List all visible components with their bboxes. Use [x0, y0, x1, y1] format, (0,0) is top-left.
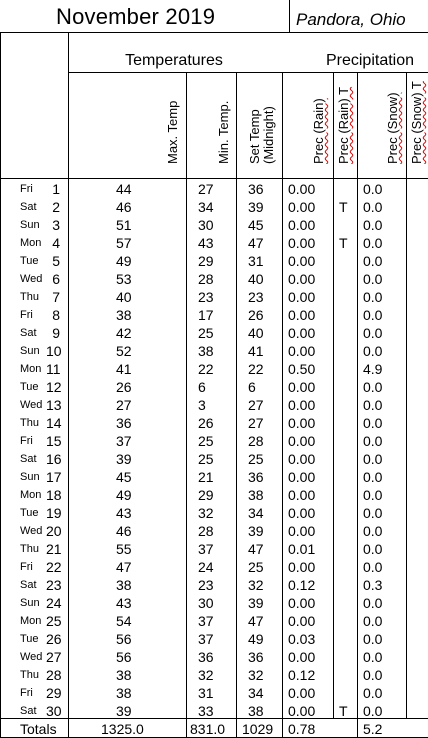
table-row: [0, 595, 428, 613]
day-cell: Sat: [20, 201, 37, 213]
table-row: [0, 343, 428, 361]
day-cell: Mon: [20, 615, 42, 627]
set-temp-cell: 40: [248, 271, 264, 287]
rain-cell: 0.00: [288, 307, 316, 323]
table-row: [0, 361, 428, 379]
min-temp-header: Min. Temp.: [216, 100, 231, 164]
snow-cell: 0.0: [363, 649, 383, 665]
day-cell: Thu: [20, 291, 39, 303]
column-headers: [0, 72, 428, 164]
max-temp-cell: 41: [116, 361, 132, 377]
header-bottom-rule: [0, 178, 428, 179]
table-row: [0, 505, 428, 523]
day-cell: Tue: [20, 255, 39, 267]
rain-trace-cell: T: [339, 703, 348, 719]
set-temp-cell: 36: [248, 181, 264, 197]
max-temp-cell: 53: [116, 271, 132, 287]
day-cell: Fri: [20, 309, 33, 321]
set-temp-cell: 25: [248, 559, 264, 575]
date-cell: 5: [52, 253, 60, 269]
snow-cell: 0.0: [363, 595, 383, 611]
set-temp-cell: 47: [248, 613, 264, 629]
min-temp-cell: 43: [198, 235, 214, 251]
table-row: [0, 577, 428, 595]
snow-cell: 0.0: [363, 325, 383, 341]
set-temp-cell: 36: [248, 469, 264, 485]
date-cell: 11: [46, 361, 61, 377]
max-temp-cell: 38: [116, 307, 132, 323]
date-cell: 2: [52, 199, 60, 215]
max-temp-cell: 42: [116, 325, 132, 341]
table-row: [0, 397, 428, 415]
table-row: [0, 703, 428, 721]
min-temp-cell: 26: [198, 415, 214, 431]
set-temp-cell: 41: [248, 343, 264, 359]
max-temp-cell: 43: [116, 595, 132, 611]
set-temp-cell: 38: [248, 703, 264, 719]
rain-cell: 0.00: [288, 325, 316, 341]
date-cell: 14: [46, 415, 62, 431]
day-cell: Wed: [20, 651, 43, 663]
set-temp-cell: 39: [248, 595, 264, 611]
day-cell: Sun: [20, 219, 40, 231]
min-temp-cell: 37: [198, 613, 214, 629]
set-temp-cell: 49: [248, 631, 264, 647]
precipitation-group-header: Precipitation: [325, 52, 415, 69]
rain-cell: 0.03: [288, 631, 316, 647]
min-temp-cell: 24: [198, 559, 214, 575]
set-temp-cell: 23: [248, 289, 264, 305]
day-cell: Wed: [20, 273, 43, 285]
set-temp-cell: 34: [248, 505, 264, 521]
max-temp-cell: 45: [116, 469, 132, 485]
date-cell: 22: [46, 559, 62, 575]
date-cell: 20: [46, 523, 62, 539]
min-temp-cell: 25: [198, 433, 214, 449]
day-cell: Sat: [20, 579, 37, 591]
title-divider: [0, 32, 428, 33]
table-row: [0, 271, 428, 289]
table-row: [0, 541, 428, 559]
rain-cell: 0.00: [288, 505, 316, 521]
rain-header: Prec (Rain): [311, 98, 326, 164]
rain-cell: 0.00: [288, 253, 316, 269]
min-temp-cell: 33: [198, 703, 214, 719]
max-temp-cell: 43: [116, 505, 132, 521]
snow-cell: 0.0: [363, 667, 383, 683]
snow-cell: 0.0: [363, 505, 383, 521]
snow-trace-header: Prec (Snow) T: [409, 81, 424, 164]
max-temp-cell: 52: [116, 343, 132, 359]
max-temp-cell: 36: [116, 415, 132, 431]
rain-cell: 0.00: [288, 397, 316, 413]
min-temp-cell: 23: [198, 289, 214, 305]
date-cell: 28: [46, 667, 62, 683]
date-cell: 1: [52, 181, 60, 197]
table-row: [0, 379, 428, 397]
temperatures-group-header: Temperatures: [125, 52, 223, 69]
set-temp-cell: 47: [248, 235, 264, 251]
snow-cell: 0.0: [363, 451, 383, 467]
day-cell: Sat: [20, 327, 37, 339]
set-temp-cell: 26: [248, 307, 264, 323]
set-temp-header: [248, 106, 276, 164]
set-temp-cell: 34: [248, 685, 264, 701]
table-row: [0, 559, 428, 577]
min-temp-cell: 22: [198, 361, 214, 377]
totals-set-temp: 1029: [242, 721, 274, 737]
set-temp-cell: 32: [248, 667, 264, 683]
table-row: [0, 667, 428, 685]
rain-cell: 0.00: [288, 451, 316, 467]
min-temp-cell: 32: [198, 505, 214, 521]
snow-cell: 0.0: [363, 217, 383, 233]
set-temp-cell: 28: [248, 433, 264, 449]
rain-cell: 0.00: [288, 613, 316, 629]
set-temp-cell: 47: [248, 541, 264, 557]
snow-cell: 0.0: [363, 235, 383, 251]
max-temp-cell: 39: [116, 451, 132, 467]
table-row: [0, 469, 428, 487]
snow-cell: 0.0: [363, 271, 383, 287]
min-temp-cell: 23: [198, 577, 214, 593]
date-cell: 15: [46, 433, 62, 449]
date-cell: 3: [52, 217, 60, 233]
max-temp-cell: 38: [116, 667, 132, 683]
rain-cell: 0.00: [288, 199, 316, 215]
table-row: [0, 253, 428, 271]
max-temp-cell: 44: [116, 181, 132, 197]
location-label: Pandora, Ohio: [296, 10, 406, 29]
rain-cell: 0.00: [288, 217, 316, 233]
snow-cell: 0.0: [363, 469, 383, 485]
day-cell: Thu: [20, 417, 39, 429]
table-row: [0, 631, 428, 649]
date-cell: 26: [46, 631, 62, 647]
day-cell: Mon: [20, 363, 42, 375]
title-separator: [289, 0, 290, 33]
snow-cell: 0.0: [363, 703, 383, 719]
rain-cell: 0.00: [288, 559, 316, 575]
min-temp-cell: 29: [198, 487, 214, 503]
max-temp-cell: 55: [116, 541, 132, 557]
snow-cell: 0.0: [363, 181, 383, 197]
min-temp-cell: 3: [198, 397, 206, 413]
set-temp-cell: 45: [248, 217, 264, 233]
date-cell: 27: [46, 649, 62, 665]
table-row: [0, 199, 428, 217]
day-cell: Sun: [20, 345, 40, 357]
snow-cell: 0.0: [363, 379, 383, 395]
rain-cell: 0.00: [288, 343, 316, 359]
min-temp-cell: 27: [198, 181, 214, 197]
snow-cell: 0.0: [363, 397, 383, 413]
snow-cell: 0.0: [363, 433, 383, 449]
min-temp-cell: 21: [198, 469, 214, 485]
snow-cell: 0.0: [363, 559, 383, 575]
set-temp-cell: 38: [248, 487, 264, 503]
date-cell: 25: [46, 613, 62, 629]
table-row: [0, 451, 428, 469]
snow-cell: 0.0: [363, 253, 383, 269]
min-temp-cell: 29: [198, 253, 214, 269]
rain-cell: 0.00: [288, 433, 316, 449]
rain-cell: 0.12: [288, 577, 316, 593]
min-temp-cell: 6: [198, 379, 206, 395]
day-cell: Sat: [20, 705, 37, 717]
rain-cell: 0.00: [288, 271, 316, 287]
max-temp-cell: 57: [116, 235, 132, 251]
day-cell: Tue: [20, 381, 39, 393]
table-row: [0, 433, 428, 451]
date-cell: 13: [46, 397, 62, 413]
totals-rain: 0.78: [288, 721, 316, 737]
snow-cell: 0.0: [363, 631, 383, 647]
date-cell: 23: [46, 577, 62, 593]
min-temp-cell: 25: [198, 451, 214, 467]
min-temp-cell: 28: [198, 271, 214, 287]
date-cell: 21: [46, 541, 62, 557]
day-cell: Fri: [20, 435, 33, 447]
day-cell: Thu: [20, 669, 39, 681]
totals-min-temp: 831.0: [190, 721, 226, 737]
set-temp-cell: 39: [248, 523, 264, 539]
table-row: [0, 487, 428, 505]
max-temp-cell: 46: [116, 199, 132, 215]
rain-cell: 0.50: [288, 361, 316, 377]
snow-cell: 0.0: [363, 307, 383, 323]
date-cell: 18: [46, 487, 62, 503]
snow-cell: 0.3: [363, 577, 383, 593]
min-temp-cell: 30: [198, 595, 214, 611]
rain-cell: 0.00: [288, 235, 316, 251]
set-temp-cell: 36: [248, 649, 264, 665]
rain-cell: 0.00: [288, 595, 316, 611]
day-cell: Sun: [20, 597, 40, 609]
max-temp-cell: 40: [116, 289, 132, 305]
table-row: [0, 217, 428, 235]
max-temp-cell: 26: [116, 379, 132, 395]
max-temp-cell: 47: [116, 559, 132, 575]
rain-cell: 0.00: [288, 379, 316, 395]
min-temp-cell: 37: [198, 541, 214, 557]
day-cell: Wed: [20, 399, 43, 411]
totals-snow: 5.2: [363, 721, 383, 737]
date-cell: 19: [46, 505, 62, 521]
rain-trace-cell: T: [339, 235, 348, 251]
max-temp-cell: 37: [116, 433, 132, 449]
rain-cell: 0.12: [288, 667, 316, 683]
date-cell: 9: [52, 325, 60, 341]
table-row: [0, 289, 428, 307]
min-temp-cell: 25: [198, 325, 214, 341]
max-temp-cell: 38: [116, 685, 132, 701]
set-temp-cell: 31: [248, 253, 264, 269]
date-cell: 16: [46, 451, 62, 467]
date-cell: 8: [52, 307, 60, 323]
table-row: [0, 181, 428, 199]
max-temp-cell: 39: [116, 703, 132, 719]
day-cell: Mon: [20, 489, 42, 501]
date-cell: 10: [46, 343, 62, 359]
rain-cell: 0.00: [288, 523, 316, 539]
date-cell: 29: [46, 685, 62, 701]
min-temp-cell: 31: [198, 685, 214, 701]
day-cell: Sat: [20, 453, 37, 465]
set-temp-cell: 27: [248, 397, 264, 413]
max-temp-cell: 38: [116, 577, 132, 593]
day-cell: Fri: [20, 183, 33, 195]
min-temp-cell: 36: [198, 649, 214, 665]
set-temp-cell: 25: [248, 451, 264, 467]
table-row: [0, 613, 428, 631]
rain-cell: 0.00: [288, 649, 316, 665]
day-cell: Thu: [20, 543, 39, 555]
rain-trace-header: Prec (Rain) T: [336, 86, 351, 164]
rain-cell: 0.00: [288, 469, 316, 485]
min-temp-cell: 34: [198, 199, 214, 215]
table-row: [0, 307, 428, 325]
max-temp-cell: 51: [116, 217, 132, 233]
totals-max-temp: 1325.0: [101, 721, 144, 737]
max-temp-header: Max. Temp: [165, 100, 180, 164]
date-cell: 17: [46, 469, 62, 485]
min-temp-cell: 17: [198, 307, 214, 323]
date-cell: 7: [52, 289, 60, 305]
max-temp-cell: 49: [116, 487, 132, 503]
rain-cell: 0.00: [288, 415, 316, 431]
date-cell: 30: [46, 703, 62, 719]
snow-cell: 0.0: [363, 415, 383, 431]
max-temp-cell: 49: [116, 253, 132, 269]
day-cell: Tue: [20, 507, 39, 519]
date-cell: 12: [46, 379, 62, 395]
set-temp-cell: 40: [248, 325, 264, 341]
min-temp-cell: 28: [198, 523, 214, 539]
date-cell: 4: [52, 235, 60, 251]
day-cell: Fri: [20, 687, 33, 699]
table-row: [0, 235, 428, 253]
snow-cell: 4.9: [363, 361, 383, 377]
set-temp-header-line2: (Midnight): [261, 106, 276, 164]
day-cell: Mon: [20, 237, 42, 249]
snow-cell: 0.0: [363, 685, 383, 701]
snow-cell: 0.0: [363, 289, 383, 305]
snow-cell: 0.0: [363, 199, 383, 215]
rain-cell: 0.00: [288, 289, 316, 305]
snow-cell: 0.0: [363, 541, 383, 557]
snow-cell: 0.0: [363, 487, 383, 503]
set-temp-cell: 32: [248, 577, 264, 593]
set-temp-cell: 6: [248, 379, 256, 395]
rain-cell: 0.00: [288, 181, 316, 197]
snow-cell: 0.0: [363, 523, 383, 539]
rain-cell: 0.00: [288, 703, 316, 719]
totals-label: Totals: [20, 721, 57, 737]
snow-header: Prec (Snow): [385, 92, 400, 164]
min-temp-cell: 38: [198, 343, 214, 359]
set-temp-cell: 22: [248, 361, 264, 377]
table-row: [0, 649, 428, 667]
min-temp-cell: 32: [198, 667, 214, 683]
max-temp-cell: 56: [116, 649, 132, 665]
min-temp-cell: 37: [198, 631, 214, 647]
set-temp-cell: 39: [248, 199, 264, 215]
day-cell: Fri: [20, 561, 33, 573]
min-temp-cell: 30: [198, 217, 214, 233]
rain-cell: 0.01: [288, 541, 316, 557]
day-cell: Sun: [20, 471, 40, 483]
snow-cell: 0.0: [363, 343, 383, 359]
rain-trace-cell: T: [339, 199, 348, 215]
day-cell: Wed: [20, 525, 43, 537]
set-temp-cell: 27: [248, 415, 264, 431]
page-title: November 2019: [56, 4, 216, 29]
day-cell: Tue: [20, 633, 39, 645]
date-cell: 6: [52, 271, 60, 287]
set-temp-header-line1: Set Temp: [247, 109, 262, 164]
max-temp-cell: 56: [116, 631, 132, 647]
rain-cell: 0.00: [288, 487, 316, 503]
rain-cell: 0.00: [288, 685, 316, 701]
table-row: [0, 685, 428, 703]
table-row: [0, 415, 428, 433]
max-temp-cell: 46: [116, 523, 132, 539]
max-temp-cell: 54: [116, 613, 132, 629]
max-temp-cell: 27: [116, 397, 132, 413]
table-row: [0, 523, 428, 541]
date-cell: 24: [46, 595, 62, 611]
table-row: [0, 325, 428, 343]
snow-cell: 0.0: [363, 613, 383, 629]
